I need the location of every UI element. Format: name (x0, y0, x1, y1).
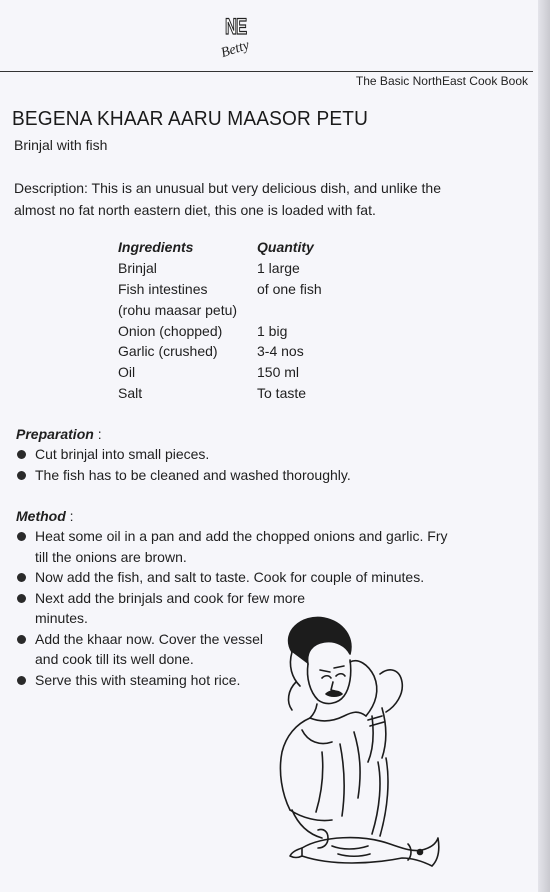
ingredient-quantity: of one fish (257, 280, 322, 297)
method-step-line: Serve this with steaming hot rice. (35, 671, 241, 688)
preparation-list (16, 444, 351, 485)
book-title: The Basic NorthEast Cook Book (355, 74, 528, 88)
ingredient-name: (rohu maasar petu) (118, 301, 238, 318)
recipe-title: BEGENA KHAAR AARU MAASOR PETU (12, 107, 369, 130)
method-step-line: Add the khaar now. Cover the vessel (35, 630, 264, 647)
ingredient-quantity: To taste (257, 385, 307, 402)
header-rule (0, 71, 533, 72)
ingredient-row (118, 385, 322, 406)
page-edge (538, 0, 550, 892)
preparation-heading (16, 426, 102, 442)
method-heading (16, 508, 74, 524)
logo-betty-text: Betty (219, 37, 252, 62)
method-step-line: Next add the brinjals and cook for few more (35, 589, 306, 606)
ingredient-quantity: 1 big (257, 322, 288, 339)
ingredient-quantity: 3-4 nos (257, 343, 304, 360)
preparation-heading-text: Preparation (16, 426, 94, 442)
list-item (16, 444, 351, 465)
method-step-line: Now add the fish, and salt to taste. Cook for couple of minutes. (35, 569, 425, 585)
ingredient-row (118, 302, 322, 323)
method-step-line: and cook till its well done. (35, 651, 194, 667)
cook-with-fish-illustration (262, 612, 442, 870)
ingredient-quantity: 1 large (257, 259, 300, 276)
ingredient-quantity: 150 ml (257, 364, 300, 381)
ingredient-name: Salt (118, 385, 143, 402)
ingredient-name: Oil (118, 364, 136, 381)
ingredients-header-row (118, 239, 322, 260)
quantity-column-header: Quantity (257, 239, 314, 255)
preparation-step: The fish has to be cleaned and washed thoroughly. (35, 466, 351, 483)
method-heading-colon: : (65, 508, 74, 524)
list-item (16, 526, 448, 567)
recipe-subtitle: Brinjal with fish (14, 137, 108, 153)
ingredient-row (118, 281, 322, 302)
list-item (16, 567, 448, 588)
ingredient-row (118, 364, 322, 385)
ingredient-name: Onion (chopped) (118, 322, 223, 339)
ingredient-name: Fish intestines (118, 280, 208, 297)
ingredients-column-header: Ingredients (118, 239, 194, 255)
ingredient-row (118, 343, 322, 364)
method-heading-text: Method (16, 508, 66, 524)
ingredient-name: Garlic (crushed) (118, 343, 218, 360)
list-item (16, 465, 351, 486)
ingredients-table (118, 239, 322, 406)
ne-betty-logo (217, 14, 277, 70)
preparation-step: Cut brinjal into small pieces. (35, 446, 210, 462)
recipe-description: Description: This is an unusual but very delicious dish, and unlike the almost no fat north eastern diet, this one is loaded with fat. (14, 180, 441, 218)
method-step-line: Heat some oil in a pan and add the chopped onions and garlic. Fry (35, 528, 448, 544)
ingredient-row (118, 323, 322, 344)
ingredient-row (118, 260, 322, 281)
method-step-line: minutes. (35, 610, 88, 626)
preparation-heading-colon: : (93, 426, 102, 442)
method-step-line: till the onions are brown. (35, 548, 187, 565)
logo-ne-text: NE (225, 14, 247, 39)
ingredient-name: Brinjal (118, 259, 157, 276)
